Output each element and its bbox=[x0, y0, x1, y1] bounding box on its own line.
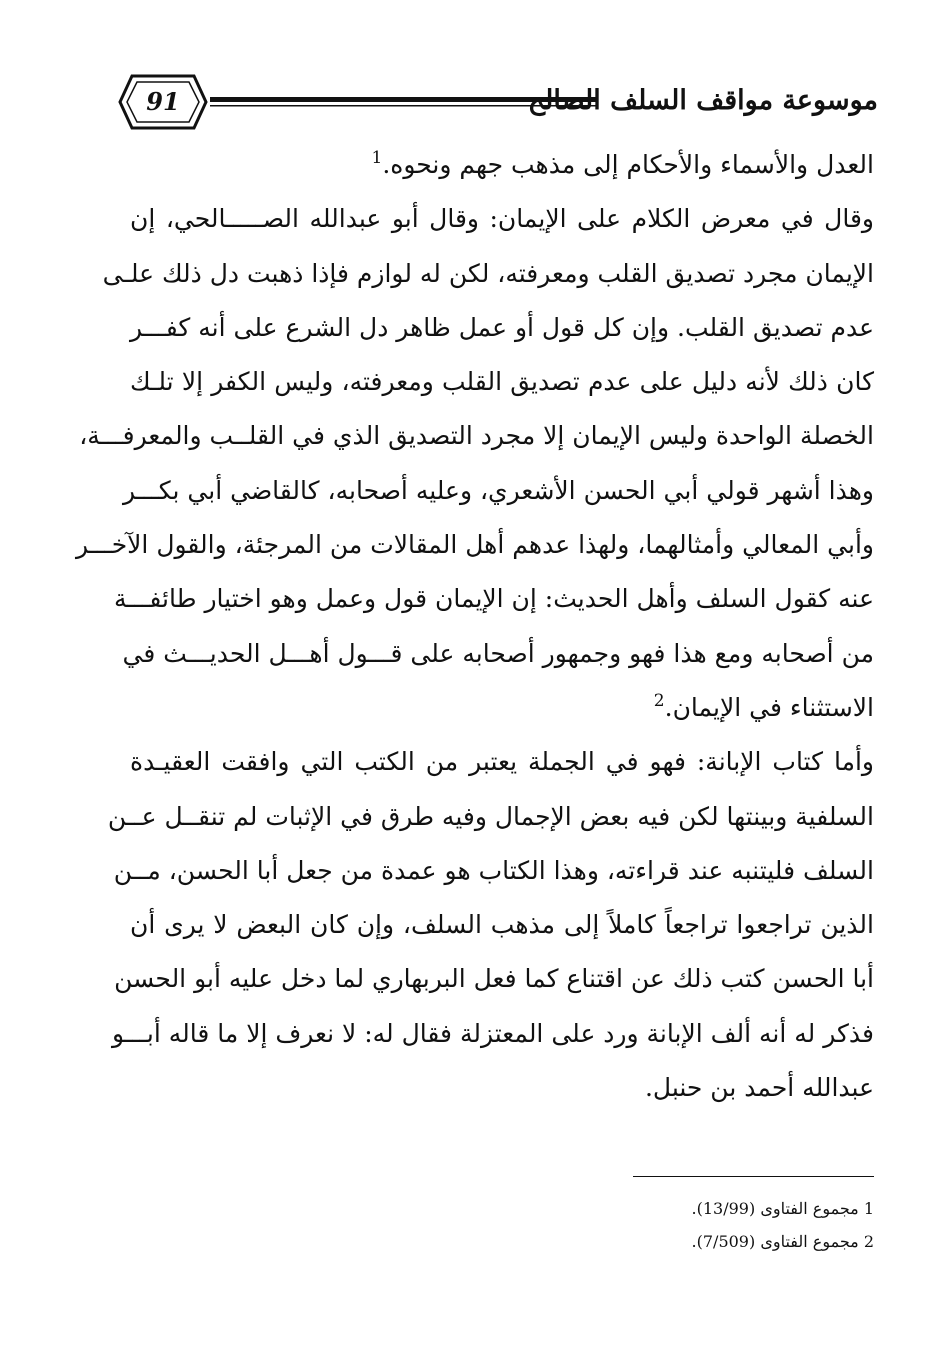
text-line: كان ذلك لأنه دليل على عدم تصديق القلب ومعرفته، وليس الكفر إلا تلـك bbox=[130, 367, 874, 397]
text-line: وهذا أشهر قولي أبي الحسن الأشعري، وعليه أصحابه، كالقاضي أبي بكـــر bbox=[122, 475, 874, 505]
paragraph bbox=[75, 192, 874, 735]
text-line: السلفية وبينتها لكن فيه بعض الإجمال وفيه طرق في الإثبات لم تنقــل عــن bbox=[107, 801, 874, 831]
text-line: وأما كتاب الإبانة: فهو في الجملة يعتبر من الكتب التي وافقت العقيـدة bbox=[130, 747, 874, 777]
page-number: 91 bbox=[146, 87, 180, 116]
footnote-ref: 2 bbox=[653, 690, 665, 711]
footnote: 1 مجموع الفتاوى (13/99). bbox=[691, 1199, 874, 1218]
text-line: من أصحابه ومع هذا فهو وجمهور أصحابه على قـــول أهـــل الحديـــث في bbox=[122, 638, 874, 668]
footnote-separator bbox=[633, 1176, 874, 1177]
text-line: الإيمان مجرد تصديق القلب ومعرفته، لكن له لوازم فإذا ذهبت دل ذلك علـى bbox=[102, 258, 874, 288]
footnotes bbox=[500, 1192, 874, 1258]
text-line: وأبي المعالي وأمثالهما، ولهذا عدهم أهل المقالات من المرجئة، والقول الآخـــر bbox=[75, 530, 874, 560]
footnote: 2 مجموع الفتاوى (7/509). bbox=[691, 1232, 874, 1251]
text-line: عدم تصديق القلب. وإن كل قول أو عمل ظاهر دل الشرع على أنه كفـــر bbox=[130, 312, 874, 342]
footnote-ref: 1 bbox=[371, 148, 383, 168]
paragraph bbox=[107, 735, 874, 1115]
text-line: العدل والأسماء والأحكام إلى مذهب جهم ونحوه.$^1$ bbox=[371, 148, 874, 179]
text-line: فذكر له أنه ألف الإبانة ورد على المعتزلة فقال له: لا نعرف إلا ما قاله أبـــو bbox=[111, 1018, 874, 1048]
text-line: عبدالله أحمد بن حنبل. bbox=[644, 1073, 874, 1103]
text-line: وقال في معرض الكلام على الإيمان: وقال أبو عبدالله الصـــــالحي، إن bbox=[130, 204, 874, 234]
book-title: موسوعة مواقف السلف الصالح bbox=[527, 85, 878, 116]
text-line: الخصلة الواحدة وليس الإيمان إلا مجرد التصديق الذي في القلــب والمعرفـــة، bbox=[79, 421, 874, 451]
text-line: عنه كقول السلف وأهل الحديث: إن الإيمان قول وعمل وهو اختيار طائفـــة bbox=[114, 584, 874, 614]
text-line: الاستثناء في الإيمان.$^2$ bbox=[653, 690, 874, 722]
page-header bbox=[118, 70, 878, 140]
paragraph bbox=[130, 138, 874, 192]
text-line: السلف فليتنبه عند قراءته، وهذا الكتاب هو عمدة من جعل أبا الحسن، مــن bbox=[113, 855, 874, 885]
page-number-badge bbox=[118, 74, 208, 130]
text-line: أبا الحسن كتب ذلك عن اقتناع كما فعل البربهاري لما دخل عليه أبو الحسن bbox=[114, 964, 874, 994]
main-text bbox=[75, 138, 874, 1115]
text-line: الذين تراجعوا تراجعاً كاملاً إلى مذهب السلف، وإن كان البعض لا يرى أن bbox=[130, 910, 874, 940]
